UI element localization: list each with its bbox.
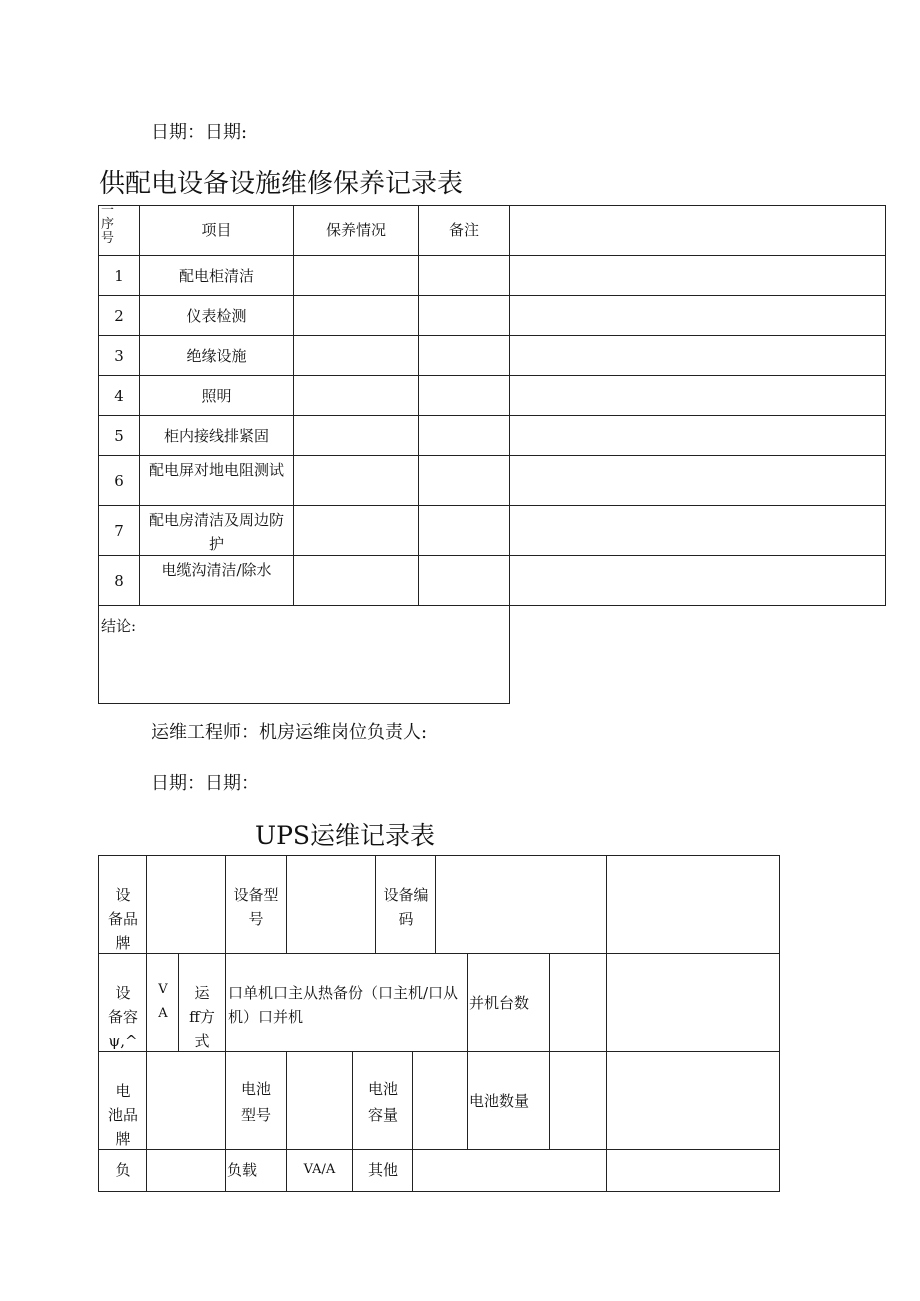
row-number: 5 xyxy=(114,427,124,445)
top-date-line: 日期：日期: xyxy=(151,122,248,143)
row-number: 1 xyxy=(114,267,124,285)
seq-header: 一 序 号 xyxy=(101,203,115,246)
device-capacity-label: 设 备容 ψ,^ xyxy=(107,984,138,1050)
row-item: 绝缘设施 xyxy=(186,347,247,365)
row-number: 8 xyxy=(114,572,124,590)
other-label: 其他 xyxy=(367,1161,398,1179)
operating-mode-options: 口单机口主从热备份（口主机/口从机）口并机 xyxy=(228,984,459,1026)
row-item: 电缆沟清洁/除水 xyxy=(161,561,272,579)
battery-model-label: 电池 型号 xyxy=(240,1080,271,1124)
device-model-label: 设备型 号 xyxy=(233,886,279,928)
row-number: 6 xyxy=(114,472,124,490)
row-number: 3 xyxy=(114,347,124,365)
row-item: 柜内接线排紧固 xyxy=(163,427,269,445)
capacity-unit: V A xyxy=(158,982,168,1021)
second-date-line: 日期：日期： xyxy=(151,773,259,794)
device-brand-label: 设 备品 牌 xyxy=(107,886,138,952)
operating-mode-label: 运 ff方 式 xyxy=(189,984,215,1050)
row-item: 配电房清洁及周边防护 xyxy=(148,511,284,553)
status-header: 保养情况 xyxy=(325,221,386,239)
row-number: 7 xyxy=(114,522,124,540)
row-number: 2 xyxy=(114,307,124,325)
row-item: 配电柜清洁 xyxy=(178,267,254,285)
item-header: 项目 xyxy=(201,221,232,239)
battery-count-label: 电池数量 xyxy=(469,1092,530,1110)
row-item: 照明 xyxy=(201,387,232,405)
load-unit: VA/A xyxy=(303,1162,336,1177)
row-item: 仪表检测 xyxy=(186,307,247,325)
load-label-2: 负载 xyxy=(227,1161,258,1179)
table2-title: UPS运维记录表 xyxy=(255,821,436,850)
signature-line: 运维工程师：机房运维岗位负责人: xyxy=(151,722,428,743)
note-header: 备注 xyxy=(448,221,479,239)
battery-brand-label: 电 池品 牌 xyxy=(107,1082,138,1148)
row-item: 配电屏对地电阻测试 xyxy=(148,461,284,479)
device-code-label: 设备编 码 xyxy=(383,886,429,928)
conclusion-label: 结论: xyxy=(101,617,137,635)
battery-capacity-label: 电池 容量 xyxy=(367,1080,398,1124)
parallel-count-label: 并机台数 xyxy=(469,994,530,1012)
row-number: 4 xyxy=(114,387,124,405)
load-label: 负 xyxy=(115,1161,131,1179)
table1-title: 供配电设备设施维修保养记录表 xyxy=(99,169,464,199)
